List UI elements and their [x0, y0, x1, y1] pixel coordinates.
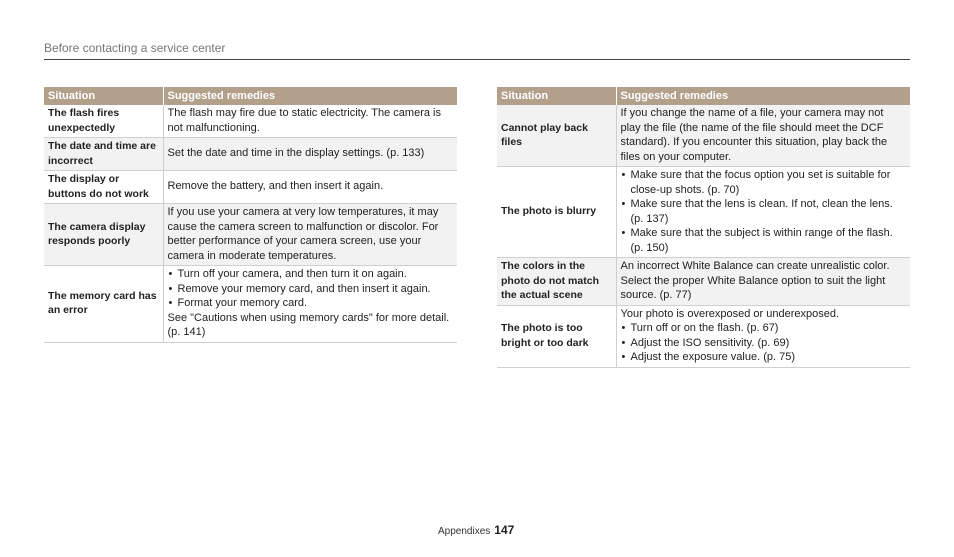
list-item: • Turn off or on the flash. (p. 67): [621, 321, 907, 336]
situation-cell: The memory card has an error: [44, 266, 163, 343]
situation-cell: The photo is blurry: [497, 167, 616, 258]
list-item: • Make sure that the subject is within range of the flash. (p. 150): [621, 226, 907, 255]
situation-cell: Cannot play back files: [497, 105, 616, 167]
situation-cell: The colors in the photo do not match the actual scene: [497, 258, 616, 306]
list-item: • Adjust the exposure value. (p. 75): [621, 350, 907, 365]
column-header-remedies: Suggested remedies: [163, 87, 457, 105]
remedy-cell: Remove the battery, and then insert it again.: [163, 171, 457, 204]
remedy-cell: The flash may fire due to static electricity. The camera is not malfunctioning.: [163, 105, 457, 138]
table-header-row: [497, 87, 910, 105]
remedy-list: [621, 321, 907, 365]
list-item: • Make sure that the focus option you set is suitable for close-up shots. (p. 70): [621, 168, 907, 197]
column-header-remedies: Suggested remedies: [616, 87, 910, 105]
remedy-list: [621, 168, 907, 255]
table-row: [44, 138, 457, 171]
page-number: 147: [494, 523, 515, 537]
list-item: • Make sure that the lens is clean. If not, clean the lens. (p. 137): [621, 197, 907, 226]
situation-cell: The date and time are incorrect: [44, 138, 163, 171]
remedy-cell: [163, 266, 457, 343]
troubleshooting-table-right: [497, 87, 910, 368]
situation-cell: The photo is too bright or too dark: [497, 305, 616, 367]
list-item: • Remove your memory card, and then insert it again.: [168, 282, 454, 297]
situation-cell: The display or buttons do not work: [44, 171, 163, 204]
troubleshooting-table-left: [44, 87, 457, 343]
table-row: [497, 305, 910, 367]
remedy-cell: If you change the name of a file, your camera may not play the file (the name of the file should meet the DCF standard). If you encounter this situation, play back the files on your computer.: [616, 105, 910, 167]
remedy-cell: Set the date and time in the display settings. (p. 133): [163, 138, 457, 171]
remedy-note: See "Cautions when using memory cards" for more detail. (p. 141): [167, 311, 450, 338]
table-row: [44, 266, 457, 343]
remedy-intro: Your photo is overexposed or underexposed.: [620, 307, 840, 320]
remedy-cell: [616, 167, 910, 258]
table-row: [497, 167, 910, 258]
remedy-cell: If you use your camera at very low temperatures, it may cause the camera screen to malfunction or discolor. For better performance of your camera screen, use your camera in moderate temperatures.: [163, 204, 457, 266]
column-header-situation: Situation: [44, 87, 163, 105]
footer-section: Appendixes: [438, 526, 491, 537]
list-item: • Adjust the ISO sensitivity. (p. 69): [621, 336, 907, 351]
list-item: • Turn off your camera, and then turn it on again.: [168, 267, 454, 282]
remedy-cell: [616, 305, 910, 367]
table-row: [44, 105, 457, 138]
column-header-situation: Situation: [497, 87, 616, 105]
table-row: [497, 258, 910, 306]
table-row: [44, 204, 457, 266]
situation-cell: The flash fires unexpectedly: [44, 105, 163, 138]
table-header-row: [44, 87, 457, 105]
remedy-cell: An incorrect White Balance can create unrealistic color. Select the proper White Balance option to suit the light source. (p. 77): [616, 258, 910, 306]
table-row: [497, 105, 910, 167]
page-header: Before contacting a service center: [44, 40, 910, 60]
list-item: • Format your memory card.: [168, 296, 454, 311]
table-row: [44, 171, 457, 204]
situation-cell: The camera display responds poorly: [44, 204, 163, 266]
page-footer: [438, 523, 514, 537]
remedy-list: [168, 267, 454, 311]
